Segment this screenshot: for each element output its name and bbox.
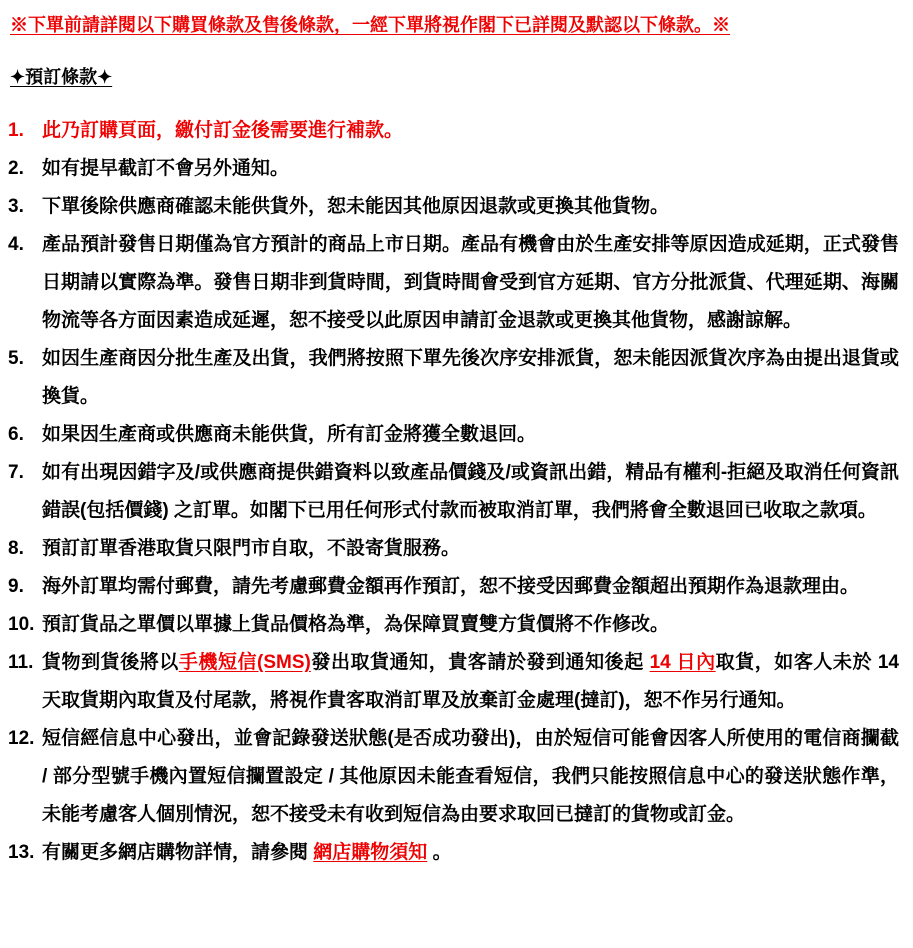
term-item-2 bbox=[8, 150, 899, 188]
term-segment: 如有出現因錯字及/或供應商提供錯資料以致產品價錢及/或資訊出錯，精品有權利-拒絕及取消任何資訊錯誤(包括價錢) 之訂單。如閣下已用任何形式付款而被取消訂單，我們將會全數退回已收取之款項。 bbox=[42, 462, 899, 522]
term-segment: 取貨，如客人未於 14 天取貨期內取貨及付尾款，將視作貴客取消訂單及放棄訂金處理(撻訂)，恕不作另行通知。 bbox=[42, 652, 899, 712]
term-segment: 預訂訂單香港取貨只限門市自取，不設寄貨服務。 bbox=[42, 538, 461, 560]
term-number: 6. bbox=[8, 424, 24, 446]
purchase-notice-header: ※下單前請詳閱以下購買條款及售後條款，一經下單將視作閣下已詳閱及默認以下條款。※ bbox=[10, 15, 730, 35]
term-number: 2. bbox=[8, 158, 24, 180]
term-item-12 bbox=[8, 720, 899, 834]
term-segment: 如果因生產商或供應商未能供貨，所有訂金將獲全數退回。 bbox=[42, 424, 537, 446]
term-item-5 bbox=[8, 340, 899, 416]
term-number: 10. bbox=[8, 614, 35, 636]
terms-list bbox=[8, 112, 899, 872]
term-segment: 發出取貨通知，貴客請於發到通知後起 bbox=[310, 652, 650, 674]
term-text bbox=[42, 606, 899, 644]
term-item-11 bbox=[8, 644, 899, 720]
term-number: 5. bbox=[8, 348, 24, 370]
term-number: 1. bbox=[8, 120, 24, 142]
term-segment: 。 bbox=[427, 842, 452, 864]
term-text bbox=[42, 416, 899, 454]
term-text bbox=[42, 150, 899, 188]
term-item-13 bbox=[8, 834, 899, 872]
term-segment: 如有提早截訂不會另外通知。 bbox=[42, 158, 290, 180]
term-number: 13. bbox=[8, 842, 35, 864]
term-text bbox=[42, 720, 899, 834]
term-segment: 有關更多網店購物詳情，請參閱 bbox=[42, 842, 314, 864]
term-item-7 bbox=[8, 454, 899, 530]
term-segment: 短信經信息中心發出，並會記錄發送狀態(是否成功發出)，由於短信可能會因客人所使用的電信商攔截 / 部分型號手機內置短信攔置設定 / 其他原因未能查看短信，我們只能按照信息中心的發送狀態作準，未能考慮客人個別情況，恕不接受未有收到短信為由要求取回已撻訂的貨物或訂金。 bbox=[42, 728, 899, 826]
term-item-6 bbox=[8, 416, 899, 454]
term-text bbox=[42, 644, 899, 720]
store-shopping-guide-link[interactable]: 網店購物須知 bbox=[313, 842, 428, 864]
term-segment: 如因生產商因分批生產及出貨，我們將按照下單先後次序安排派貨，恕未能因派貨次序為由提出退貨或換貨。 bbox=[42, 348, 899, 408]
term-text bbox=[42, 834, 899, 872]
term-item-10 bbox=[8, 606, 899, 644]
term-number: 7. bbox=[8, 462, 24, 484]
term-item-1 bbox=[8, 112, 899, 150]
term-number: 9. bbox=[8, 576, 24, 598]
term-text bbox=[42, 454, 899, 530]
term-segment: 下單後除供應商確認未能供貨外，恕未能因其他原因退款或更換其他貨物。 bbox=[42, 196, 670, 218]
term-number: 4. bbox=[8, 234, 24, 256]
term-segment: 此乃訂購頁面，繳付訂金後需要進行補款。 bbox=[42, 120, 404, 142]
term-number: 8. bbox=[8, 538, 24, 560]
term-text bbox=[42, 188, 899, 226]
term-number: 12. bbox=[8, 728, 35, 750]
term-item-3 bbox=[8, 188, 899, 226]
term-item-4 bbox=[8, 226, 899, 340]
term-text bbox=[42, 112, 899, 150]
term-item-8 bbox=[8, 530, 899, 568]
term-number: 3. bbox=[8, 196, 24, 218]
section-title-preorder-terms: ✦預訂條款✦ bbox=[10, 67, 113, 87]
term-text bbox=[42, 226, 899, 340]
term-segment: 預訂貨品之單價以單據上貨品價格為準，為保障買賣雙方貨價將不作修改。 bbox=[42, 614, 670, 636]
term-item-9 bbox=[8, 568, 899, 606]
term-segment: 產品預計發售日期僅為官方預計的商品上市日期。產品有機會由於生產安排等原因造成延期，正式發售日期請以實際為準。發售日期非到貨時間，到貨時間會受到官方延期、官方分批派貨、代理延期、海關物流等各方面因素造成延遲，恕不接受以此原因申請訂金退款或更換其他貨物，感謝諒解。 bbox=[42, 234, 899, 332]
term-text bbox=[42, 568, 899, 606]
sms-notice-link[interactable]: 手機短信(SMS) bbox=[178, 652, 311, 674]
pickup-deadline-link[interactable]: 14 日內 bbox=[649, 652, 716, 674]
term-segment: 海外訂單均需付郵費，請先考慮郵費金額再作預訂，恕不接受因郵費金額超出預期作為退款理由。 bbox=[42, 576, 860, 598]
term-segment: 貨物到貨後將以 bbox=[42, 652, 179, 674]
term-text bbox=[42, 530, 899, 568]
term-number: 11. bbox=[8, 652, 34, 674]
term-text bbox=[42, 340, 899, 416]
